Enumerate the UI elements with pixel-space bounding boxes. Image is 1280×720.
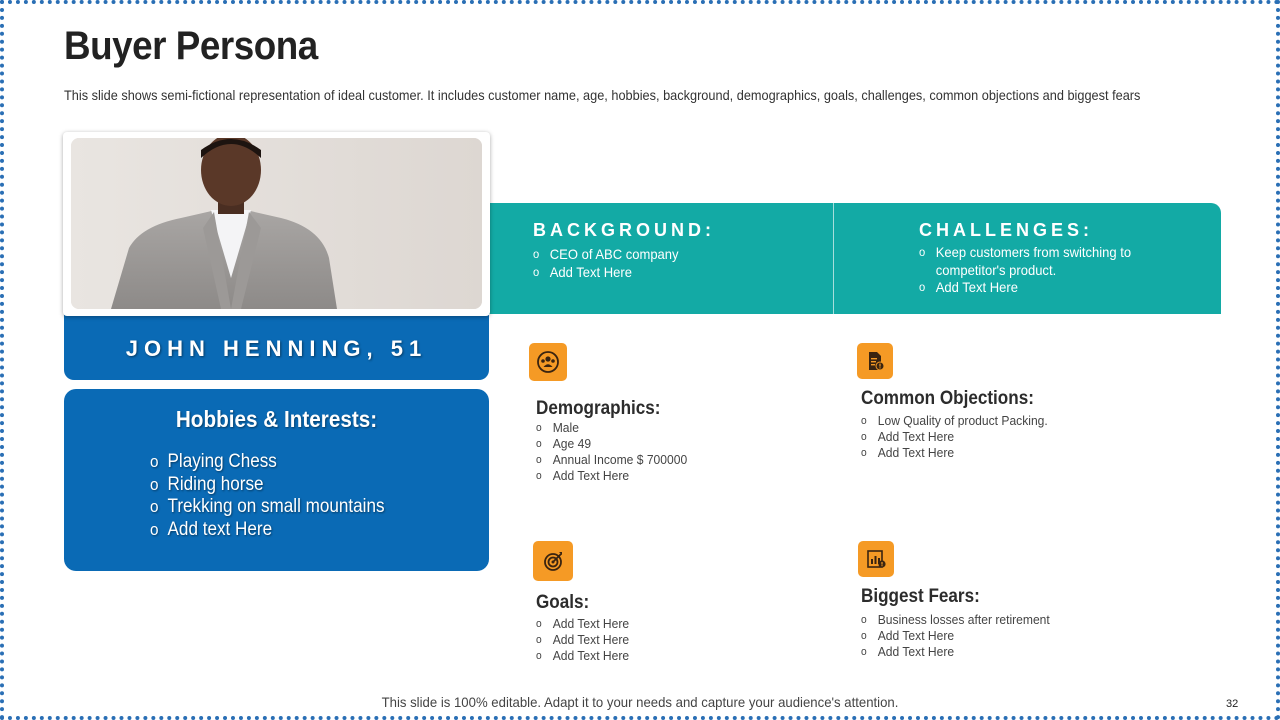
persona-photo-card — [63, 132, 490, 316]
person-photo-illustration — [71, 138, 482, 309]
challenges-title: CHALLENGES: — [919, 220, 1093, 240]
objection-item: o Add Text Here — [861, 429, 1048, 445]
persona-photo — [71, 138, 482, 309]
fears-title: Biggest Fears: — [861, 586, 980, 607]
document-warning-icon — [857, 343, 893, 379]
persona-name: JOHN HENNING, 51 — [125, 336, 428, 361]
challenge-item: o Add Text Here — [919, 279, 1156, 297]
goals-title: Goals: — [536, 592, 590, 613]
challenge-item: o Keep customers from switching to competitor's product. — [919, 244, 1156, 279]
target-icon — [533, 541, 573, 581]
goal-item: o Add Text Here — [536, 632, 629, 648]
objections-list — [861, 413, 1062, 461]
goal-item: o Add Text Here — [536, 616, 629, 632]
objection-item: o Low Quality of product Packing. — [861, 413, 1048, 429]
hobby-item: o Add text Here — [150, 519, 385, 542]
chart-warning-icon — [858, 541, 894, 577]
hobbies-list — [150, 451, 411, 541]
hobby-item: o Playing Chess — [150, 451, 385, 474]
demographics-item: o Age 49 — [536, 436, 687, 452]
hobby-item: o Riding horse — [150, 474, 385, 497]
objections-title: Common Objections: — [861, 388, 1034, 409]
hobby-item: o Trekking on small mountains — [150, 496, 385, 519]
demographics-item: o Annual Income $ 700000 — [536, 452, 687, 468]
band-divider — [833, 203, 834, 314]
demographics-item: o Male — [536, 420, 687, 436]
hobbies-panel — [64, 389, 489, 571]
demographics-item: o Add Text Here — [536, 468, 687, 484]
fear-item: o Add Text Here — [861, 628, 1050, 644]
user-group-icon — [529, 343, 567, 381]
background-item: o CEO of ABC company — [533, 246, 793, 264]
slide-subtitle: This slide shows semi-fictional representation of ideal customer. It includes customer name, age, hobbies, background, demographics, goals, challenges, common objections and biggest fears — [64, 87, 1141, 103]
hobbies-title: Hobbies & Interests: — [175, 406, 378, 432]
demographics-list — [536, 420, 699, 484]
background-item: o Add Text Here — [533, 264, 793, 282]
challenges-list — [919, 244, 1174, 297]
demographics-title: Demographics: — [536, 398, 661, 419]
goals-list — [536, 616, 636, 664]
fear-item: o Business losses after retirement — [861, 612, 1050, 628]
fear-item: o Add Text Here — [861, 644, 1050, 660]
fears-list — [861, 612, 1064, 660]
goal-item: o Add Text Here — [536, 648, 629, 664]
slide-title: Buyer Persona — [64, 24, 318, 68]
objection-item: o Add Text Here — [861, 445, 1048, 461]
page-number: 32 — [1226, 698, 1239, 710]
background-title: BACKGROUND: — [533, 220, 715, 240]
background-list — [533, 246, 813, 281]
slide-footer: This slide is 100% editable. Adapt it to your needs and capture your audience's attention. — [381, 694, 899, 710]
